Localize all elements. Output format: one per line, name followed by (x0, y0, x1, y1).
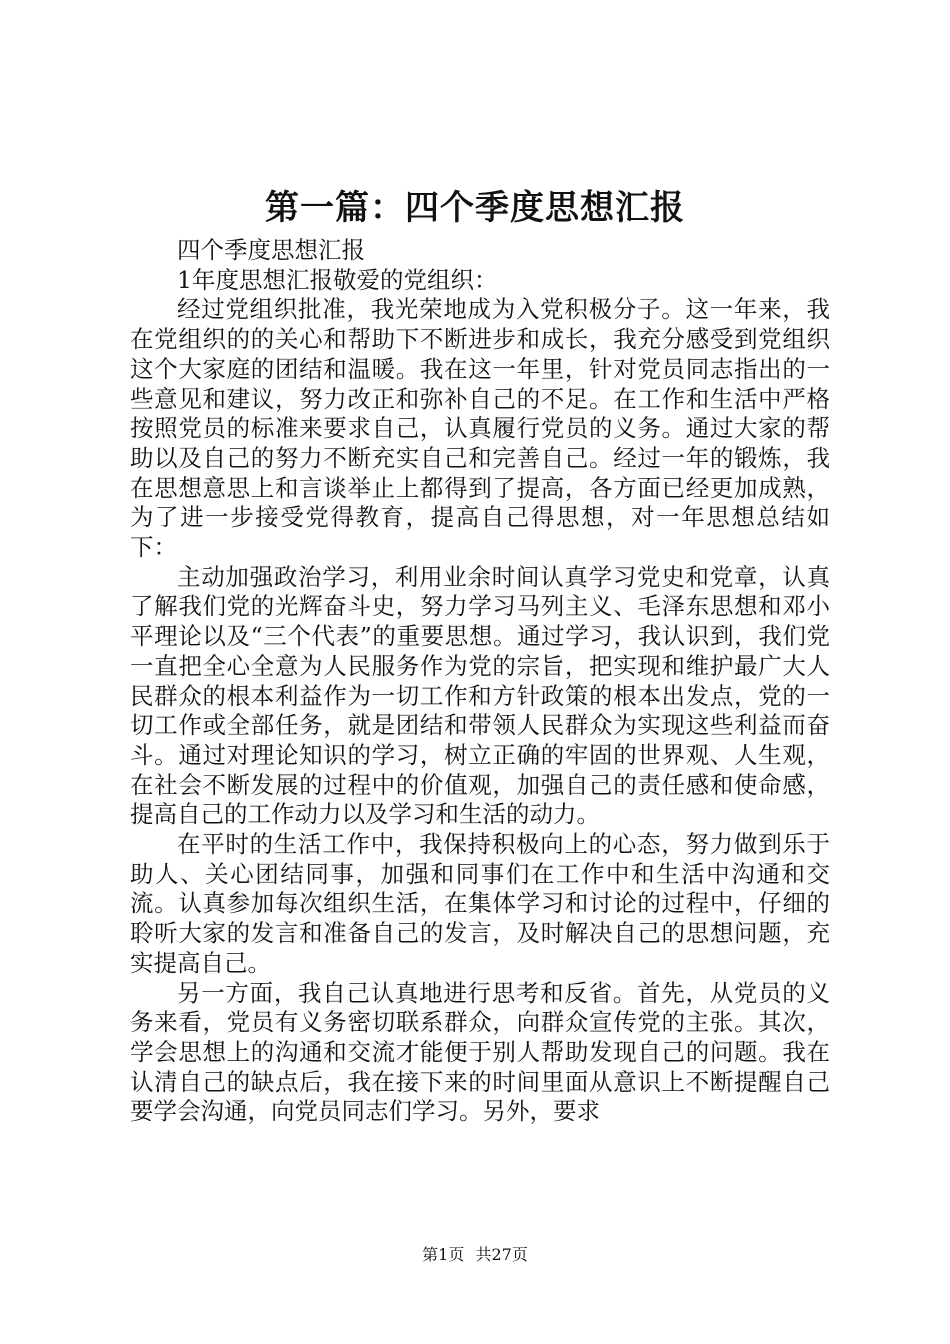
paragraph-subtitle: 四个季度思想汇报 (177, 236, 365, 264)
paragraph-daily-life: 在平时的生活工作中，我保持积极向上的心态，努力做到乐于助人、关心团结同事，加强和同事们在工作中和生活中沟通和交流。认真参加每次组织生活，在集体学习和讨论的过程中，仔细的聆听大家的发言和准备自己的发言，及时解决自己的思想问题，充实提高自己。 (130, 830, 830, 977)
paragraph-salutation: 1年度思想汇报敬爱的党组织： (177, 265, 498, 294)
paragraph-intro: 经过党组织批准，我光荣地成为入党积极分子。这一年来，我在党组织的的关心和帮助下不断进步和成长，我充分感受到党组织这个大家庭的团结和温暖。我在这一年里，针对党员同志指出的一些意见和建议，努力改正和弥补自己的不足。在工作和生活中严格按照党员的标准来要求自己，认真履行党员的义务。通过大家的帮助以及自己的努力不断充实自己和完善自己。经过一年的锻炼，我在思想意思上和言谈举止上都得到了提高，各方面已经更加成熟，为了进一步接受党得教育，提高自己得思想，对一年思想总结如下： (130, 295, 830, 562)
page-number: 第1页 (422, 1245, 465, 1264)
document-title: 第一篇：四个季度思想汇报 (265, 188, 685, 228)
document-body (130, 236, 830, 1127)
page-footer (0, 1244, 950, 1266)
paragraph-reflection: 另一方面，我自己认真地进行思考和反省。首先，从党员的义务来看，党员有义务密切联系群众，向群众宣传党的主张。其次，学会思想上的沟通和交流才能便于别人帮助发现自己的问题。我在认清自己的缺点后，我在接下来的时间里面从意识上不断提醒自己要学会沟通，向党员同志们学习。另外，要求 (130, 978, 830, 1126)
page-total: 共27页 (475, 1245, 528, 1264)
paragraph-study: 主动加强政治学习，利用业余时间认真学习党史和党章，认真了解我们党的光辉奋斗史，努力学习马列主义、毛泽东思想和邓小平理论以及“三个代表”的重要思想。通过学习，我认识到，我们党一直把全心全意为人民服务作为党的宗旨，把实现和维护最广大人民群众的根本利益作为一切工作和方针政策的根本出发点，党的一切工作或全部任务，就是团结和带领人民群众为实现这些利益而奋斗。通过对理论知识的学习，树立正确的牢固的世界观、人生观，在社会不断发展的过程中的价值观，加强自己的责任感和使命感，提高自己的工作动力以及学习和生活的动力。 (130, 562, 830, 829)
